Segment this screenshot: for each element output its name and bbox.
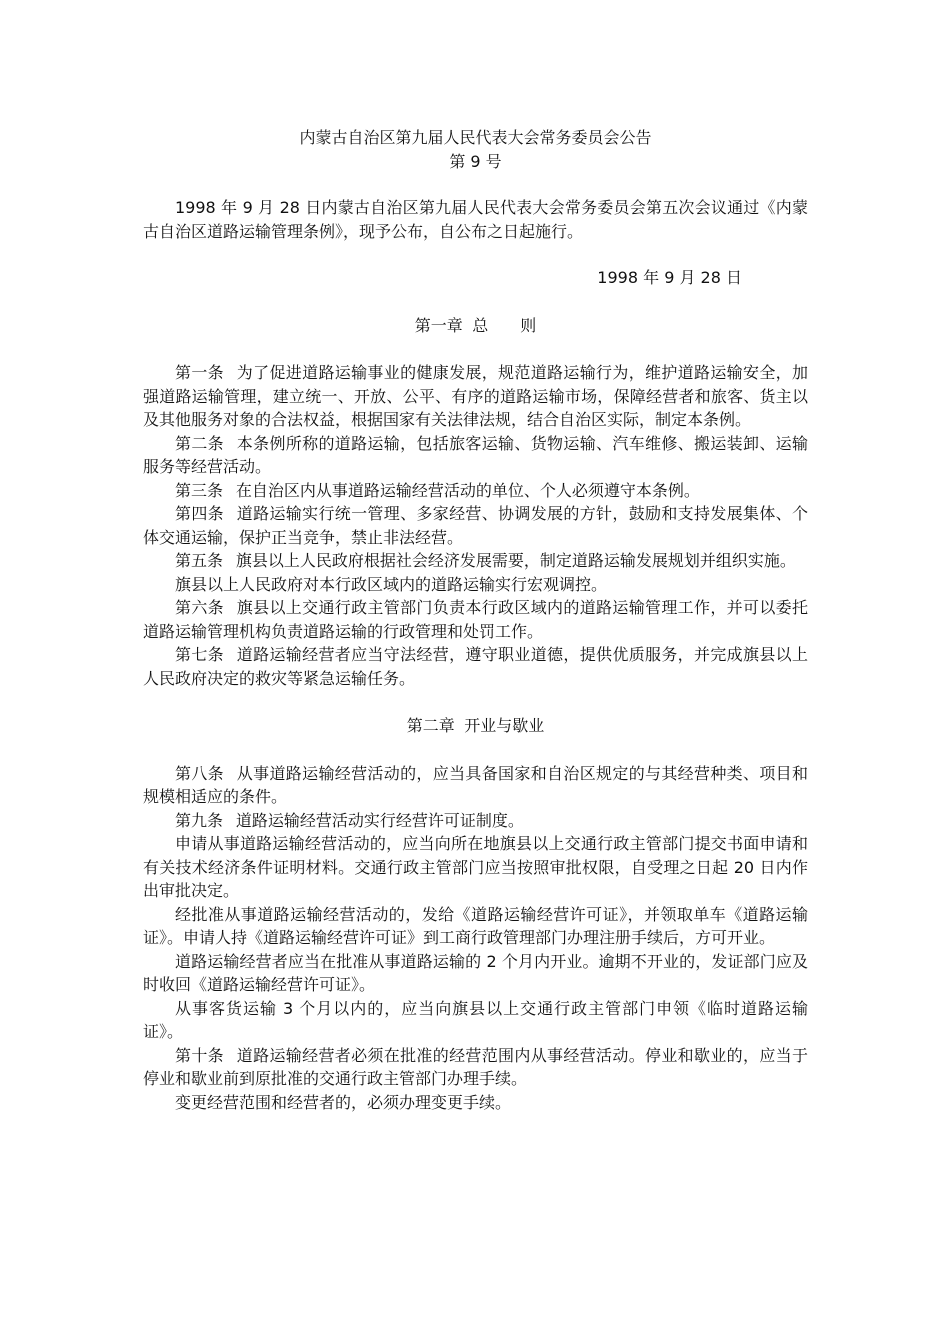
article-number: 第七条 <box>175 645 224 664</box>
article-text: 道路运输实行统一管理、多家经营、协调发展的方针，鼓励和支持发展集体、个体交通运输，保护正当竞争，禁止非法经营。 <box>143 504 808 547</box>
article-text: 从事客货运输 3 个月以内的，应当向旗县以上交通行政主管部门申领《临时道路运输证》。 <box>143 998 808 1041</box>
article-number: 第四条 <box>175 504 224 523</box>
article-text: 旗县以上人民政府对本行政区域内的道路运输实行宏观调控。 <box>175 574 608 594</box>
article-9 <box>143 809 808 833</box>
article-6 <box>143 596 808 643</box>
article-text: 变更经营范围和经营者的，必须办理变更手续。 <box>175 1092 512 1112</box>
article-text: 经批准从事道路运输经营活动的，发给《道路运输经营许可证》，并领取单车《道路运输证》。申请人持《道路运输经营许可证》到工商行政管理部门办理注册手续后，方可开业。 <box>143 904 808 947</box>
article-text: 道路运输经营者应当在批准从事道路运输的 2 个月内开业。逾期不开业的，发证部门应及时收回《道路运输经营许可证》。 <box>143 951 808 994</box>
article-9-clause-5 <box>143 997 808 1044</box>
article-text: 本条例所称的道路运输，包括旅客运输、货物运输、汽车维修、搬运装卸、运输服务等经营活动。 <box>143 433 808 476</box>
article-text: 从事道路运输经营活动的，应当具备国家和自治区规定的与其经营种类、项目和规模相适应的条件。 <box>143 763 808 806</box>
article-4 <box>143 502 808 549</box>
chapter-2-articles <box>143 762 808 1115</box>
article-1 <box>143 361 808 432</box>
article-text: 为了促进道路运输事业的健康发展，规范道路运输行为，维护道路运输安全，加强道路运输管理，建立统一、开放、公平、有序的道路运输市场，保障经营者和旅客、货主以及其他服务对象的合法权益，根据国家有关法律法规，结合自治区实际，制定本条例。 <box>143 363 808 429</box>
article-9-clause-2 <box>143 832 808 903</box>
article-text: 道路运输经营者必须在批准的经营范围内从事经营活动。停业和歇业的，应当于停业和歇业前到原批准的交通行政主管部门办理手续。 <box>143 1045 808 1088</box>
spacer <box>143 174 808 196</box>
article-number: 第六条 <box>175 598 224 617</box>
chapter-2-title: 开业与歇业 <box>464 716 545 735</box>
article-5-clause-2 <box>143 573 808 597</box>
article-number: 第二条 <box>175 433 224 453</box>
article-text: 道路运输经营者应当守法经营，遵守职业道德，提供优质服务，并完成旗县以上人民政府决定的救灾等紧急运输任务。 <box>143 645 808 688</box>
chapter-2-heading <box>143 714 808 738</box>
article-9-clause-3 <box>143 903 808 950</box>
article-text: 道路运输经营活动实行经营许可证制度。 <box>235 810 524 830</box>
article-7 <box>143 643 808 690</box>
chapter-1-title: 总 则 <box>472 315 537 335</box>
article-text: 旗县以上人民政府根据社会经济发展需要，制定道路运输发展规划并组织实施。 <box>235 551 796 570</box>
notice-date: 1998 年 9 月 28 日 <box>597 268 742 287</box>
chapter-2-label: 第二章 <box>406 716 455 735</box>
article-number: 第十条 <box>175 1045 224 1065</box>
document-content <box>143 126 808 1114</box>
notice-body: 1998 年 9 月 28 日内蒙古自治区第九届人民代表大会常务委员会第五次会议通过《内蒙古自治区道路运输管理条例》，现予公布，自公布之日起施行。 <box>143 198 808 241</box>
article-text: 在自治区内从事道路运输经营活动的单位、个人必须遵守本条例。 <box>235 480 700 500</box>
article-9-clause-4 <box>143 950 808 997</box>
article-number: 第五条 <box>175 551 224 570</box>
chapter-1-heading <box>143 314 808 338</box>
notice-issuer: 内蒙古自治区第九届人民代表大会常务委员会公告 <box>299 128 652 147</box>
article-text: 旗县以上交通行政主管部门负责本行政区域内的道路运输管理工作，并可以委托道路运输管理机构负责道路运输的行政管理和处罚工作。 <box>143 598 808 641</box>
article-number: 第八条 <box>175 763 224 783</box>
article-3 <box>143 479 808 503</box>
article-text: 申请从事道路运输经营活动的，应当向所在地旗县以上交通行政主管部门提交书面申请和有关技术经济条件证明材料。交通行政主管部门应当按照审批权限，自受理之日起 20 日内作出审批决定。 <box>143 834 808 900</box>
notice-number: 第 9 号 <box>449 152 502 171</box>
chapter-1-label: 第一章 <box>414 315 463 335</box>
article-number: 第三条 <box>175 480 224 500</box>
article-10-clause-2 <box>143 1091 808 1115</box>
article-5 <box>143 549 808 573</box>
article-number: 第九条 <box>175 810 224 830</box>
article-10 <box>143 1044 808 1091</box>
chapter-1-articles <box>143 361 808 690</box>
article-8 <box>143 762 808 809</box>
article-2 <box>143 432 808 479</box>
article-number: 第一条 <box>175 363 224 382</box>
